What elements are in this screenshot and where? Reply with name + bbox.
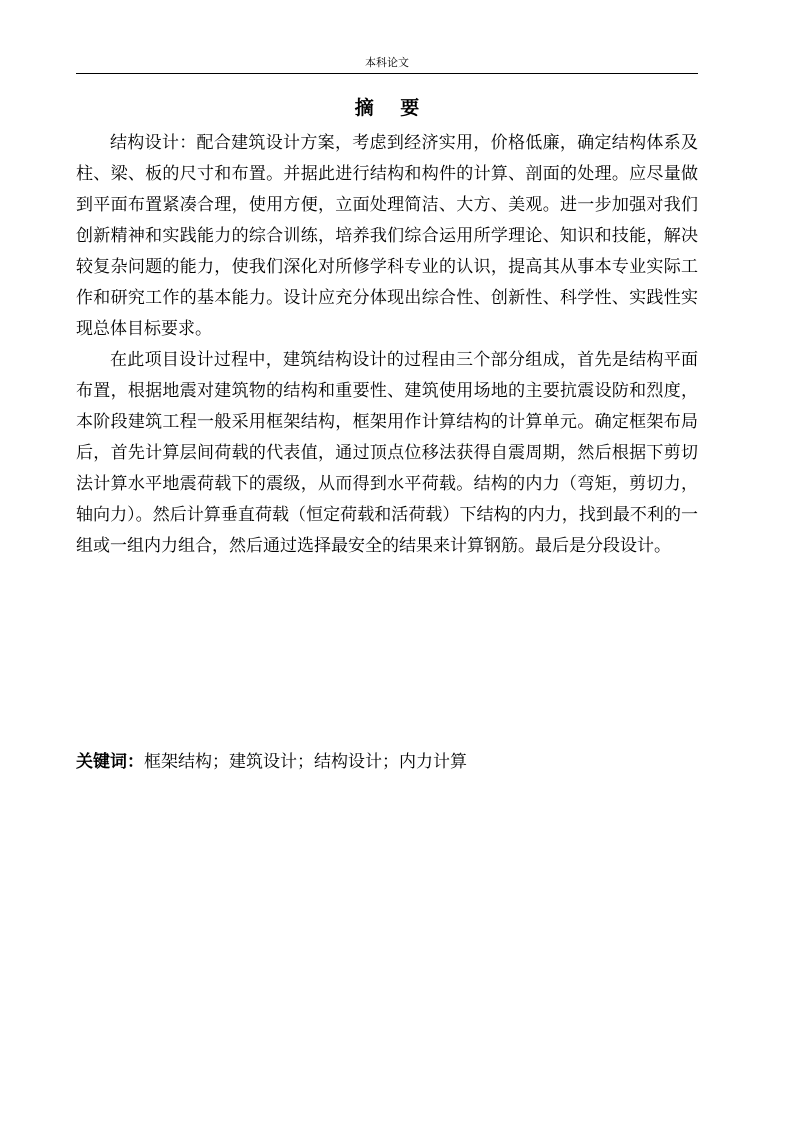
- keywords-label: 关键词：: [76, 752, 144, 772]
- abstract-paragraph: 在此项目设计过程中，建筑结构设计的过程由三个部分组成，首先是结构平面布置，根据地震对建筑物的结构和重要性、建筑使用场地的主要抗震设防和烈度，本阶段建筑工程一般采用框架结构，框架用作计算结构的计算单元。确定框架布局后，首先计算层间荷载的代表值，通过顶点位移法获得自震周期，然后根据下剪切法计算水平地震荷载下的震级，从而得到水平荷载。结构的内力（弯矩，剪切力，轴向力）。然后计算垂直荷载（恒定荷载和活荷载）下结构的内力，找到最不利的一组或一组内力组合，然后通过选择最安全的结果来计算钢筋。最后是分段设计。: [76, 350, 698, 556]
- abstract-title: 摘 要: [354, 97, 420, 119]
- abstract-paragraph: 结构设计：配合建筑设计方案，考虑到经济实用，价格低廉，确定结构体系及柱、梁、板的尺寸和布置。并据此进行结构和构件的计算、剖面的处理。应尽量做到平面布置紧凑合理，使用方便，立面处理简洁、大方、美观。进一步加强对我们创新精神和实践能力的综合训练，培养我们综合运用所学理论、知识和技能，解决较复杂问题的能力，使我们深化对所修学科专业的认识，提高其从事本专业实际工作和研究工作的基本能力。设计应充分体现出综合性、创新性、科学性、实践性实现总体目标要求。: [76, 133, 698, 339]
- abstract-body: [76, 128, 698, 562]
- page-header: [76, 56, 698, 74]
- keywords-value: 框架结构；建筑设计；结构设计；内力计算: [144, 752, 467, 772]
- keywords: [76, 750, 698, 774]
- running-title: 本科论文: [365, 56, 409, 69]
